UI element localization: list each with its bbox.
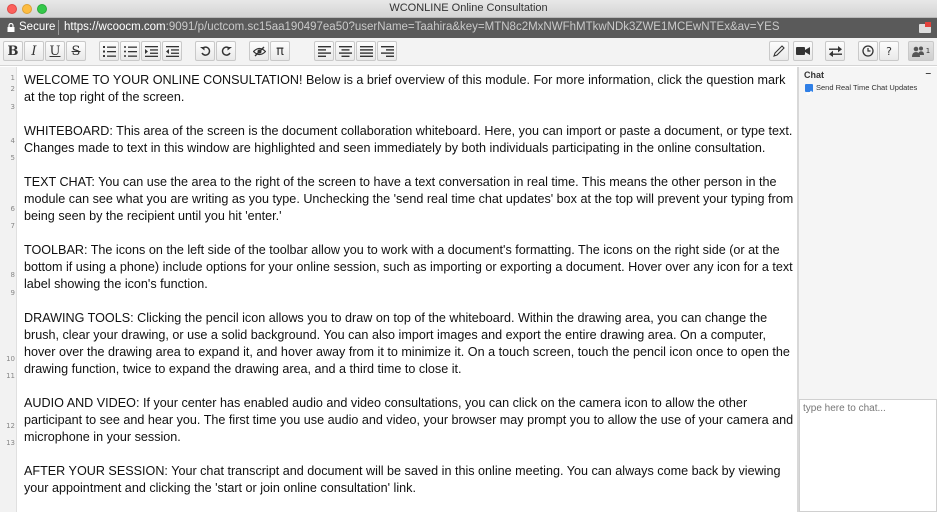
audio-video-paragraph: AUDIO AND VIDEO: If your center has enabled audio and video consultations, you can click on the camera icon to allow the other participant to see and hear you. The first time you use audio and video, your browser may prompt you to allow the use of your camera and microphone in your session. — [24, 396, 794, 444]
welcome-paragraph: WELCOME TO YOUR ONLINE CONSULTATION! Below is a brief overview of this module. For more information, click the question mark at the top right of the screen. — [24, 73, 786, 104]
chat-minimize-button[interactable]: – — [925, 68, 931, 79]
strikethrough-button[interactable]: S — [66, 41, 86, 61]
numbered-list-button[interactable] — [99, 41, 119, 61]
outdent-button[interactable] — [162, 41, 182, 61]
line-number: 13 — [6, 439, 15, 447]
address-bar[interactable] — [0, 18, 937, 38]
line-number: 4 — [10, 137, 15, 145]
align-left-button[interactable] — [314, 41, 334, 61]
url-text[interactable] — [64, 21, 780, 33]
bullet-list-icon — [124, 46, 137, 57]
line-number: 7 — [10, 222, 15, 230]
secure-label: Secure — [19, 21, 56, 33]
document-text[interactable] — [24, 72, 794, 512]
whiteboard-editor[interactable] — [0, 67, 797, 512]
after-session-paragraph: AFTER YOUR SESSION: Your chat transcript and document will be saved in this online meeting. You can always come back by viewing your appointment and clicking the 'start or join online consultation' link. — [24, 464, 781, 495]
authorship-colors-button[interactable] — [249, 41, 269, 61]
text-chat-paragraph: TEXT CHAT: You can use the area to the right of the screen to have a text conversation in real time. This means the other person in the module can see what you are writing as you type. Unchecking the 'send real time chat updates' box at the top will prevent your typing from being seen by the recipient until you hit 'enter.' — [24, 175, 794, 223]
line-number: 12 — [6, 422, 15, 430]
undo-icon — [200, 46, 211, 57]
line-number: 5 — [10, 154, 15, 162]
underline-button[interactable]: U — [45, 41, 65, 61]
pencil-draw-button[interactable] — [769, 41, 789, 61]
align-center-icon — [339, 46, 352, 57]
undo-button[interactable] — [195, 41, 215, 61]
camera-icon — [796, 46, 810, 56]
editor-toolbar — [0, 38, 937, 66]
indent-button[interactable] — [141, 41, 161, 61]
clear-formatting-button[interactable]: π — [270, 41, 290, 61]
indent-icon — [145, 46, 158, 57]
send-realtime-checkbox[interactable] — [805, 84, 813, 92]
line-number: 9 — [10, 289, 15, 297]
outdent-icon — [166, 46, 179, 57]
align-justify-button[interactable] — [356, 41, 376, 61]
line-number: 3 — [10, 103, 15, 111]
pencil-icon — [773, 45, 785, 57]
chat-input[interactable] — [799, 399, 937, 512]
users-icon — [912, 46, 926, 57]
video-call-button[interactable] — [793, 41, 813, 61]
help-button[interactable]: ? — [879, 41, 899, 61]
send-realtime-label: Send Real Time Chat Updates — [816, 83, 918, 92]
toolbar-paragraph: TOOLBAR: The icons on the left side of the toolbar allow you to work with a document's formatting. The icons on the right side (or at the bottom if using a phone) include options for your online session, such as importing or exporting a document. Hover over any icon for a text label showing the icon's function. — [24, 243, 793, 291]
url-host: https://wcoocm.com — [64, 21, 166, 33]
url-path: :9091/p/uctcom.sc15aa190497ea50?userName=Taahira&key=MTN8c2MxNWFhMTkwNDk3ZWE1MCEwNTEx&av=YES — [165, 21, 780, 33]
line-number: 11 — [6, 372, 15, 380]
line-number: 1 — [10, 74, 15, 82]
align-left-icon — [318, 46, 331, 57]
line-number: 10 — [6, 355, 15, 363]
align-right-icon — [381, 46, 394, 57]
history-button[interactable] — [858, 41, 878, 61]
bold-button[interactable]: B — [3, 41, 23, 61]
line-number-gutter — [0, 67, 17, 512]
redo-icon — [221, 46, 232, 57]
extension-icon[interactable] — [919, 22, 931, 33]
numbered-list-icon — [103, 46, 116, 57]
users-count: 1 — [925, 47, 931, 55]
align-right-button[interactable] — [377, 41, 397, 61]
import-export-icon — [829, 46, 842, 57]
import-export-button[interactable] — [825, 41, 845, 61]
align-justify-icon — [360, 46, 373, 57]
drawing-tools-paragraph: DRAWING TOOLS: Clicking the pencil icon allows you to draw on top of the whiteboard. Within the drawing area, you can change the brush, clear your drawing, or use a solid background. You can also import images and export the entire drawing area. On a computer, hover over the drawing area to expand it, and hover away from it to minimize it. On a touch screen, touch the pencil icon once to open the drawing function, twice to expand the drawing area, and a third time to close it. — [24, 311, 790, 376]
eye-slash-icon — [253, 46, 266, 57]
line-number: 2 — [10, 85, 15, 93]
chat-panel — [799, 67, 937, 512]
chat-title: Chat — [804, 70, 824, 80]
align-center-button[interactable] — [335, 41, 355, 61]
chat-log — [799, 95, 937, 397]
clock-icon — [862, 45, 874, 57]
line-number: 8 — [10, 271, 15, 279]
whiteboard-paragraph: WHITEBOARD: This area of the screen is the document collaboration whiteboard. Here, you can import or paste a document, or type text. Changes made to text in this window are highlighted and seen immediately by both individuals participating in the online consultation. — [24, 124, 793, 155]
users-button[interactable] — [908, 41, 934, 61]
line-number: 6 — [10, 205, 15, 213]
redo-button[interactable] — [216, 41, 236, 61]
window-title: WCONLINE Online Consultation — [389, 2, 548, 14]
lock-icon — [7, 23, 15, 32]
url-separator — [58, 20, 59, 35]
italic-button[interactable]: I — [24, 41, 44, 61]
bullet-list-button[interactable] — [120, 41, 140, 61]
window-titlebar — [0, 0, 937, 18]
